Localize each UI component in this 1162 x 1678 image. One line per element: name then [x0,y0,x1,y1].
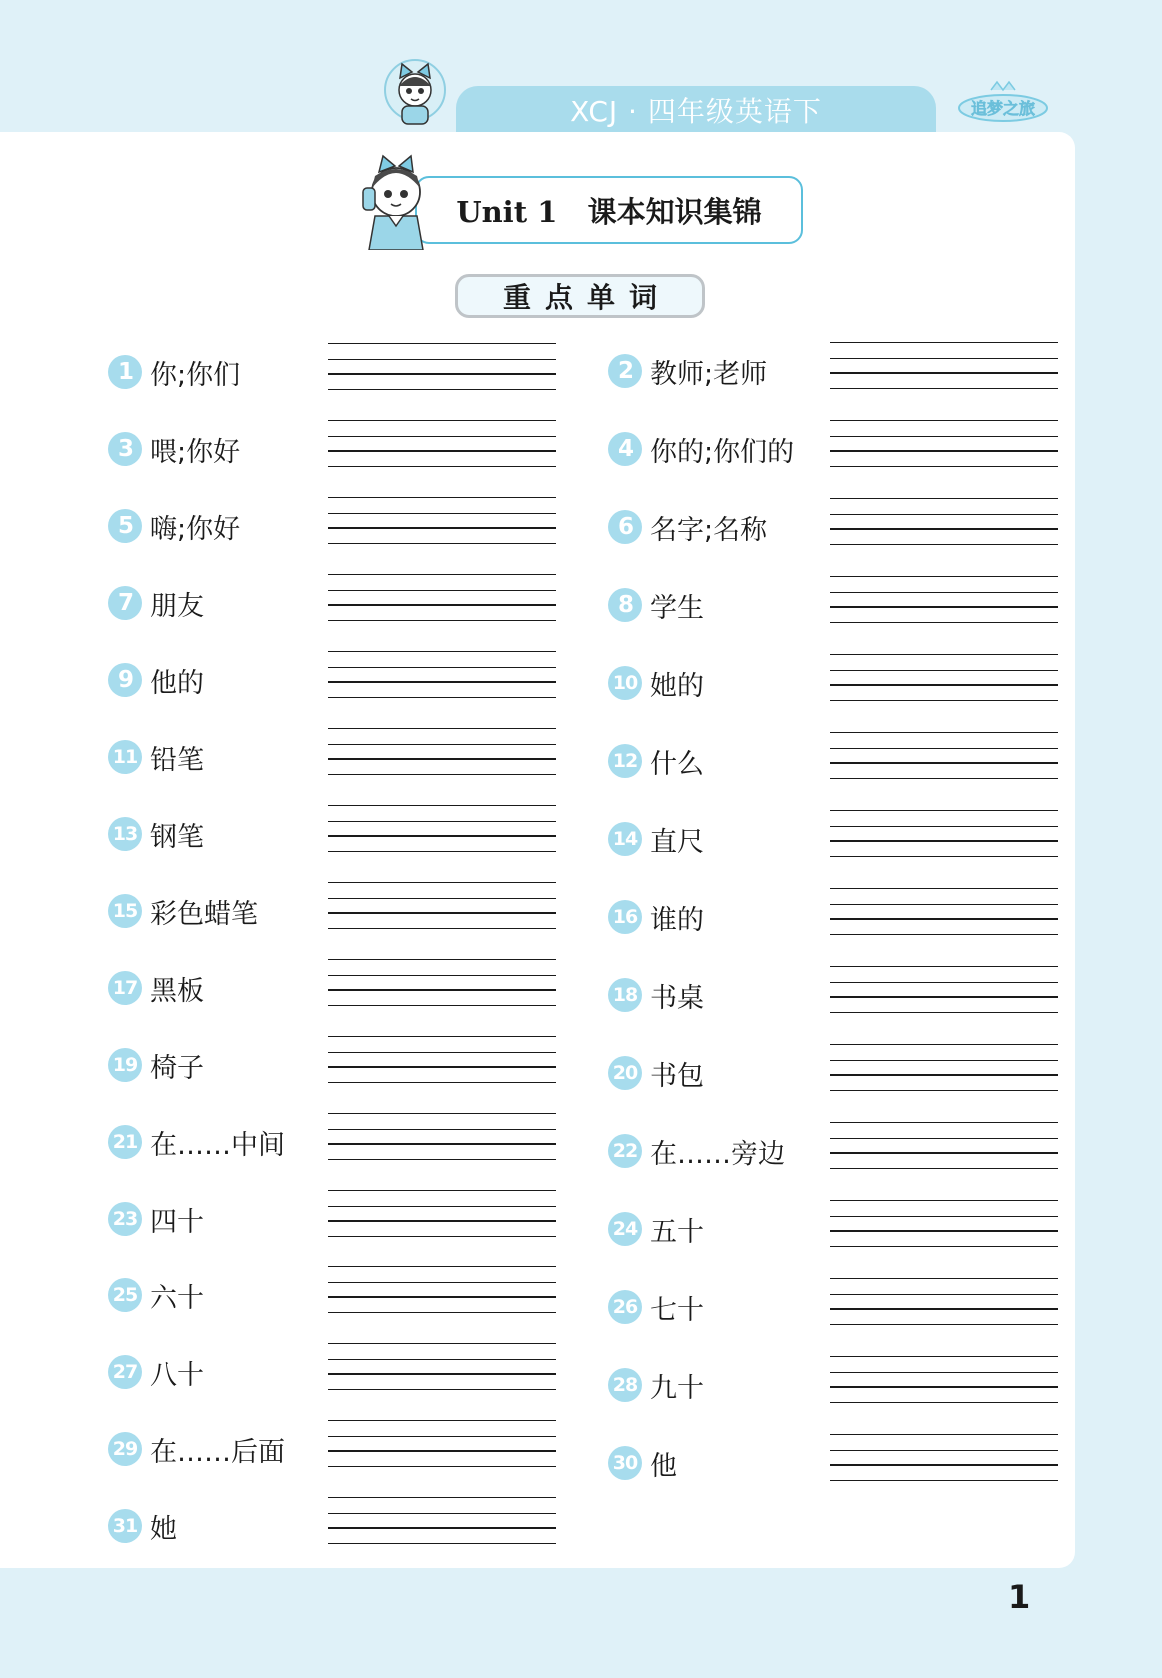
writing-line [328,774,556,775]
vocab-item [608,1434,1162,1496]
writing-line [328,851,556,852]
writing-line [328,835,556,837]
writing-line [830,1230,1058,1232]
writing-line [830,700,1058,701]
writing-line [328,1343,556,1344]
unit-title: Unit 1 课本知识集锦 [415,176,803,244]
vocab-word: 在……旁边 [650,1139,785,1170]
answer-lines[interactable] [830,654,1058,716]
vocab-word: 书包 [650,1061,704,1092]
writing-line [830,1434,1058,1435]
vocab-word: 嗨;你好 [150,514,241,545]
writing-line [830,1074,1058,1076]
item-number-badge: 16 [608,900,642,934]
writing-line [328,928,556,929]
item-number-badge: 12 [608,744,642,778]
writing-line [830,1372,1058,1373]
writing-line [830,810,1058,811]
writing-line [830,1168,1058,1169]
writing-line [830,826,1058,827]
vocab-word: 他的 [150,668,204,699]
answer-lines[interactable] [328,420,556,482]
writing-line [328,620,556,621]
writing-line [830,856,1058,857]
writing-line [830,748,1058,749]
writing-line [328,1296,556,1298]
writing-line [328,1436,556,1437]
vocab-item [608,888,1162,950]
answer-lines[interactable] [328,959,556,1021]
vocab-word: 彩色蜡笔 [150,899,258,930]
answer-lines[interactable] [830,1434,1058,1496]
writing-line [830,996,1058,998]
writing-line [830,342,1058,343]
answer-lines[interactable] [328,1036,556,1098]
writing-line [830,1402,1058,1403]
writing-line [328,1082,556,1083]
writing-line [830,1138,1058,1139]
mascot-girl-icon [355,146,437,250]
writing-line [328,1113,556,1114]
writing-line [830,622,1058,623]
mascot-small-icon [380,50,450,134]
answer-lines[interactable] [830,498,1058,560]
vocab-word: 你;你们 [150,360,241,391]
writing-line [328,1143,556,1145]
vocab-word: 教师;老师 [650,359,768,390]
writing-line [328,389,556,390]
writing-line [830,1450,1058,1451]
writing-line [830,918,1058,920]
answer-lines[interactable] [830,576,1058,638]
writing-line [328,1052,556,1053]
writing-line [328,912,556,914]
item-number-badge: 1 [108,355,142,389]
writing-line [328,1266,556,1267]
writing-line [328,1389,556,1390]
vocab-word: 黑板 [150,976,204,1007]
writing-line [830,1044,1058,1045]
writing-line [830,544,1058,545]
writing-line [328,728,556,729]
writing-line [830,1060,1058,1061]
writing-line [830,732,1058,733]
writing-line [830,670,1058,671]
writing-line [328,898,556,899]
vocab-item [608,654,1162,716]
vocab-word: 四十 [150,1207,204,1238]
writing-line [830,840,1058,842]
vocab-word: 八十 [150,1360,204,1391]
writing-line [328,1466,556,1467]
writing-line [830,762,1058,764]
vocab-item [608,498,1162,560]
vocab-item [608,732,1162,794]
writing-line [328,1190,556,1191]
item-number-badge: 23 [108,1202,142,1236]
answer-lines[interactable] [830,810,1058,872]
writing-line [830,1480,1058,1481]
writing-line [328,1359,556,1360]
writing-line [328,574,556,575]
answer-lines[interactable] [328,1266,556,1328]
item-number-badge: 18 [608,978,642,1012]
writing-line [830,388,1058,389]
vocab-item [608,420,1162,482]
vocab-word: 六十 [150,1283,204,1314]
writing-line [328,1450,556,1452]
writing-line [830,1294,1058,1295]
vocab-item [608,810,1162,872]
writing-line [830,966,1058,967]
writing-line [328,420,556,421]
writing-line [328,1420,556,1421]
item-number-badge: 28 [608,1368,642,1402]
writing-line [830,1386,1058,1388]
writing-line [328,436,556,437]
writing-line [328,882,556,883]
writing-line [830,606,1058,608]
writing-line [830,372,1058,374]
writing-line [328,1312,556,1313]
answer-lines[interactable] [328,651,556,713]
writing-line [328,466,556,467]
writing-line [830,1324,1058,1325]
item-number-badge: 14 [608,822,642,856]
answer-lines[interactable] [328,1497,556,1559]
writing-line [328,989,556,991]
answer-lines[interactable] [328,497,556,559]
vocab-item [608,966,1162,1028]
answer-lines[interactable] [830,1356,1058,1418]
section-label: 重点单词 [455,274,705,318]
writing-line [830,1090,1058,1091]
writing-line [830,450,1058,452]
answer-lines[interactable] [830,1200,1058,1262]
writing-line [328,805,556,806]
writing-line [830,420,1058,421]
vocab-word: 直尺 [650,827,704,858]
brand-logo-text: 追梦之旅 [970,99,1036,118]
item-number-badge: 25 [108,1278,142,1312]
answer-lines[interactable] [830,888,1058,950]
item-number-badge: 10 [608,666,642,700]
item-number-badge: 22 [608,1134,642,1168]
vocab-word: 五十 [650,1217,704,1248]
writing-line [328,975,556,976]
writing-line [830,934,1058,935]
writing-line [830,1356,1058,1357]
writing-line [328,543,556,544]
item-number-badge: 29 [108,1432,142,1466]
writing-line [328,450,556,452]
item-number-badge: 15 [108,894,142,928]
vocab-word: 七十 [650,1295,704,1326]
answer-lines[interactable] [328,882,556,944]
writing-line [328,1527,556,1529]
writing-line [830,1122,1058,1123]
header-title: XCJ · 四年级英语下 [456,86,936,134]
vocab-word: 铅笔 [150,745,204,776]
item-number-badge: 17 [108,971,142,1005]
answer-lines[interactable] [328,1343,556,1405]
item-number-badge: 19 [108,1048,142,1082]
item-number-badge: 21 [108,1125,142,1159]
answer-lines[interactable] [830,420,1058,482]
writing-line [830,498,1058,499]
vocab-word: 钢笔 [150,822,204,853]
vocab-word: 喂;你好 [150,437,241,468]
writing-line [830,1308,1058,1310]
writing-line [830,1278,1058,1279]
item-number-badge: 8 [608,588,642,622]
writing-line [830,436,1058,437]
vocab-word: 在……中间 [150,1130,285,1161]
vocab-item [608,1122,1162,1184]
answer-lines[interactable] [830,1278,1058,1340]
item-number-badge: 2 [608,354,642,388]
writing-line [830,1464,1058,1466]
vocab-item [608,1200,1162,1262]
answer-lines[interactable] [328,1420,556,1482]
writing-line [328,1373,556,1375]
vocab-word: 他 [650,1451,677,1482]
vocab-word: 名字;名称 [650,515,768,546]
writing-line [328,1159,556,1160]
writing-line [328,651,556,652]
answer-lines[interactable] [830,342,1058,404]
writing-line [830,904,1058,905]
writing-line [830,466,1058,467]
writing-line [328,604,556,606]
answer-lines[interactable] [328,1113,556,1175]
answer-lines[interactable] [328,343,556,405]
vocab-word: 朋友 [150,591,204,622]
writing-line [830,1152,1058,1154]
writing-line [328,1220,556,1222]
item-number-badge: 30 [608,1446,642,1480]
vocab-item [608,1044,1162,1106]
writing-line [830,1200,1058,1201]
vocab-word: 你的;你们的 [650,437,795,468]
writing-line [328,373,556,375]
item-number-badge: 4 [608,432,642,466]
writing-line [328,1036,556,1037]
vocab-word: 九十 [650,1373,704,1404]
writing-line [328,1129,556,1130]
answer-lines[interactable] [830,1122,1058,1184]
vocab-item [608,1356,1162,1418]
vocab-item [608,576,1162,638]
writing-line [328,1206,556,1207]
vocab-word: 她的 [650,671,704,702]
writing-line [328,590,556,591]
vocab-word: 她 [150,1514,177,1545]
writing-line [830,778,1058,779]
writing-line [830,1246,1058,1247]
page-number: 1 [1008,1578,1031,1616]
item-number-badge: 9 [108,663,142,697]
brand-logo [955,80,1051,128]
writing-line [328,1282,556,1283]
writing-line [830,982,1058,983]
writing-line [830,358,1058,359]
item-number-badge: 24 [608,1212,642,1246]
item-number-badge: 20 [608,1056,642,1090]
writing-line [328,1543,556,1544]
writing-line [328,497,556,498]
writing-line [328,1497,556,1498]
answer-lines[interactable] [830,732,1058,794]
writing-line [328,527,556,529]
writing-line [328,697,556,698]
vocab-word: 什么 [650,749,704,780]
vocab-word: 书桌 [650,983,704,1014]
writing-line [328,1236,556,1237]
vocab-word: 在……后面 [150,1437,285,1468]
writing-line [830,576,1058,577]
item-number-badge: 5 [108,509,142,543]
answer-lines[interactable] [328,728,556,790]
item-number-badge: 7 [108,586,142,620]
writing-line [830,1216,1058,1217]
writing-line [328,513,556,514]
writing-line [328,667,556,668]
answer-lines[interactable] [328,574,556,636]
item-number-badge: 27 [108,1355,142,1389]
vocab-item [608,1278,1162,1340]
item-number-badge: 31 [108,1509,142,1543]
writing-line [328,758,556,760]
writing-line [830,592,1058,593]
writing-line [328,1066,556,1068]
writing-line [830,1012,1058,1013]
writing-line [830,528,1058,530]
answer-lines[interactable] [328,1190,556,1252]
writing-line [830,684,1058,686]
item-number-badge: 6 [608,510,642,544]
writing-line [328,681,556,683]
vocab-word: 椅子 [150,1053,204,1084]
writing-line [328,1005,556,1006]
writing-line [328,343,556,344]
writing-line [830,888,1058,889]
item-number-badge: 11 [108,740,142,774]
writing-line [328,821,556,822]
writing-line [328,1513,556,1514]
answer-lines[interactable] [830,966,1058,1028]
answer-lines[interactable] [328,805,556,867]
vocab-item [108,1497,948,1559]
vocab-word: 谁的 [650,905,704,936]
writing-line [328,959,556,960]
vocab-word: 学生 [650,593,704,624]
answer-lines[interactable] [830,1044,1058,1106]
writing-line [328,359,556,360]
writing-line [830,654,1058,655]
item-number-badge: 3 [108,432,142,466]
item-number-badge: 13 [108,817,142,851]
vocab-item [608,342,1162,404]
writing-line [830,514,1058,515]
writing-line [328,744,556,745]
item-number-badge: 26 [608,1290,642,1324]
